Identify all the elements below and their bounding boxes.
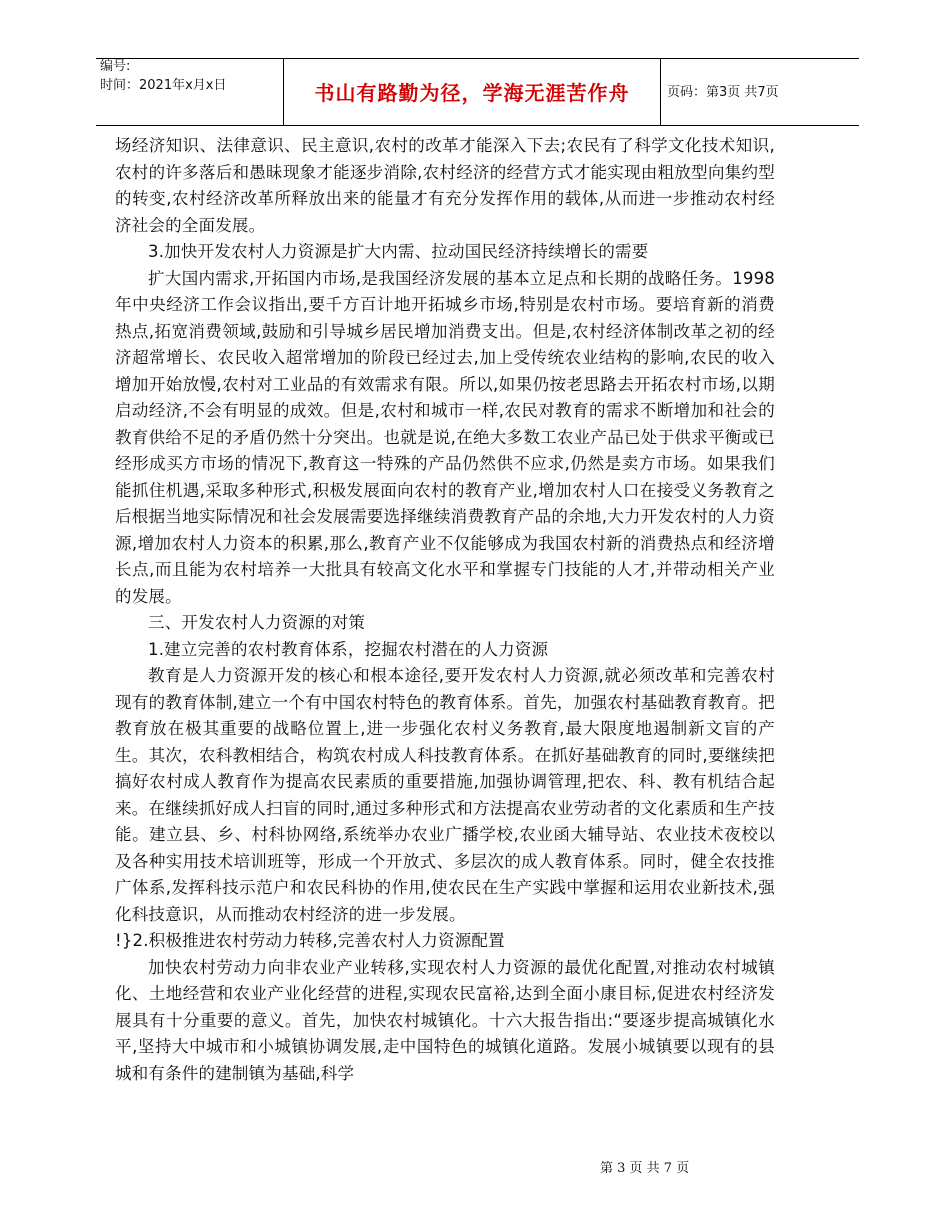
document-header — [96, 58, 859, 126]
paragraph: 扩大国内需求,开拓国内市场,是我国经济发展的基本立足点和长期的战略任务。1998年中央经济工作会议指出,要千方百计地开拓城乡市场,特别是农村市场。要培育新的消费热点,拓宽消费领域,鼓励和引导城乡居民增加消费支出。但是,农村经济体制改革之初的经济超常增长、农民收入超常增加的阶段已经过去,加上受传统农业结构的影响,农民的收入增加开始放慢,农村对工业品的有效需求有限。所以,如果仍按老思路去开拓农村市场,以期启动经济,不会有明显的成效。但是,农村和城市一样,农民对教育的需求不断增加和社会的教育供给不足的矛盾仍然十分突出。也就是说,在绝大多数工农业产品已处于供求平衡或已经形成买方市场的情况下,教育这一特殊的产品仍然供不应求,仍然是卖方市场。如果我们能抓住机遇,采取多种形式,积极发展面向农村的教育产业,增加农村人口在接受义务教育之后根据当地实际情况和社会发展需要选择继续消费教育产品的余地,大力开发农村的人力资源,增加农村人力资本的积累,那么,教育产业不仅能够成为我国农村新的消费热点和经济增长点,而且能为农村培养一大批具有较高文化水平和掌握专门技能的人才,并带动相关产业的发展。 — [115, 268, 775, 606]
paragraph: 教育是人力资源开发的核心和根本途径,要开发农村人力资源,就必须改革和完善农村现有的教育体制,建立一个有中国农村特色的教育体系。首先，加强农村基础教育教育。把教育放在极其重要的战略位置上,进一步强化农村义务教育,最大限度地遏制新文盲的产生。其次，农科教相结合，构筑农村成人科技教育体系。在抓好基础教育的同时,要继续把搞好农村成人教育作为提高农民素质的重要措施,加强协调管理,把农、科、教有机结合起来。在继续抓好成人扫盲的同时,通过多种形式和方法提高农业劳动者的文化素质和生产技能。建立县、乡、村科协网络,系统举办农业广播学校,农业函大辅导站、农业技术夜校以及各种实用技术培训班等，形成一个开放式、多层次的成人教育体系。同时，健全农技推广体系,发挥科技示范户和农民科协的作用,使农民在生产实践中掌握和运用农业新技术,强化科技意识，从而推动农村经济的进一步发展。 — [115, 666, 775, 924]
paragraph: 场经济知识、法律意识、民主意识,农村的改革才能深入下去;农民有了科学文化技术知识,农村的许多落后和愚昧现象才能逐步消除,农村经济的经营方式才能实现由粗放型向集约型的转变,农村经济改革所释放出来的能量才有充分发挥作用的载体,从而进一步推动农村经济社会的全面发展。 — [115, 136, 775, 235]
section-heading: 三、开发农村人力资源的对策 — [148, 613, 366, 632]
paragraph: 加快农村劳动力向非农业产业转移,实现农村人力资源的最优化配置,对推动农村城镇化、土地经营和农业产业化经营的进程,实现农民富裕,达到全面小康目标,促进农村经济发展具有十分重要的意义。首先，加快农村城镇化。十六大报告指出:“要逐步提高城镇化水平,坚持大中城市和小城镇协调发展,走中国特色的城镇化道路。发展小城镇要以现有的县城和有条件的建制镇为基础,科学 — [115, 957, 775, 1083]
section-heading: 3.加快开发农村人力资源是扩大内需、拉动国民经济持续增长的需要 — [148, 242, 649, 261]
header-motto-cell — [283, 59, 661, 125]
page-number-label: 页码：第3页 共7页 — [667, 85, 779, 100]
section-heading: 1.建立完善的农村教育体系，挖掘农村潜在的人力资源 — [148, 639, 549, 659]
number-label: 编号: — [100, 59, 131, 74]
section-heading: !}2.积极推进农村劳动力转移,完善农村人力资源配置 — [115, 931, 505, 950]
motto-text: 书山有路勤为径，学海无涯苦作舟 — [314, 81, 630, 105]
header-meta-cell — [96, 59, 283, 125]
document-body — [115, 133, 775, 1087]
time-label: 时间：2021年x月x日 — [100, 78, 227, 93]
header-page-cell — [659, 59, 859, 125]
page-footer: 第 3 页 共 7 页 — [600, 1161, 690, 1176]
